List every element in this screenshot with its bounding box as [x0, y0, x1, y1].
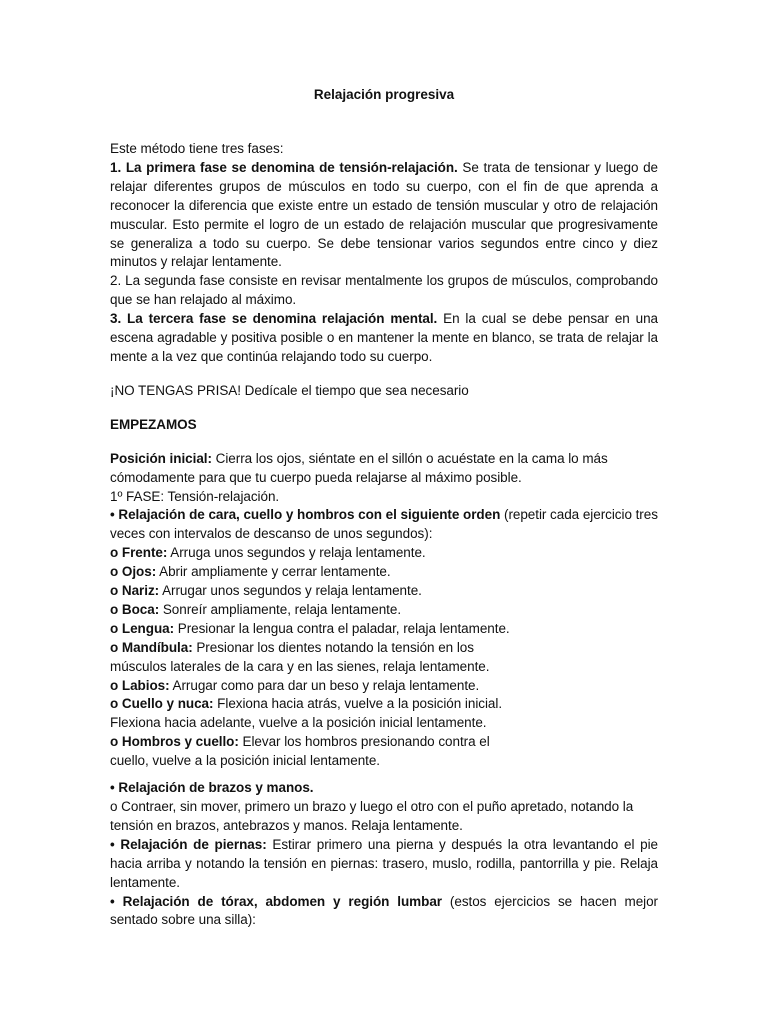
phase3-paragraph — [110, 310, 658, 367]
hombros-line1: Elevar los hombros presionando contra el — [238, 734, 490, 750]
face-item-text: Presionar la lengua contra el paladar, relaja lentamente. — [174, 620, 510, 636]
labios-item — [110, 677, 658, 696]
face-item — [110, 620, 658, 639]
document-body — [110, 140, 658, 930]
hombros-label: o Hombros y cuello: — [110, 734, 239, 750]
face-item-text: Arruga unos segundos y relaja lentamente. — [167, 545, 426, 561]
face-item — [110, 582, 658, 601]
face-item-text: Sonreír ampliamente, relaja lentamente. — [159, 601, 402, 617]
mandibula-item — [110, 639, 658, 658]
face-item — [110, 601, 658, 620]
no-hurry-note: ¡NO TENGAS PRISA! Dedícale el tiempo que sea necesario — [110, 382, 469, 398]
initial-position-paragraph — [110, 450, 658, 488]
hombros-line2: cuello, vuelve a la posición inicial lentamente. — [110, 753, 381, 769]
phase-heading: 1º FASE: Tensión-relajación. — [110, 488, 280, 504]
face-item-label: o Ojos: — [110, 564, 157, 580]
cuello-label: o Cuello y nuca: — [110, 696, 214, 712]
phase1-text: Se trata de tensionar y luego de relajar diferentes grupos de músculos en todo su cuerpo, con el fin de que aprenda a reconocer la diferencia que existe entre un estado de tensión muscular y otro de relajación muscular. Esto permite el logro de un estado de relajación muscular que progresivamente se generaliza a todo su cuerpo. Se debe tensionar varios segundos entre cinco y diez minutos y relajar lentamente. — [110, 159, 659, 270]
mandibula-label: o Mandíbula: — [110, 639, 193, 655]
arms-heading: • Relajación de brazos y manos. — [110, 780, 314, 796]
face-section-text: (repetir cada ejercicio tres veces con intervalos de descanso de unos segundos): — [110, 507, 658, 542]
torso-paragraph — [110, 893, 658, 931]
face-item-label: o Boca: — [110, 601, 160, 617]
labios-label: o Labios: — [110, 677, 170, 693]
cuello-item — [110, 695, 658, 714]
legs-heading: • Relajación de piernas: — [110, 836, 267, 852]
face-item-label: o Frente: — [110, 545, 168, 561]
face-section-paragraph — [110, 506, 658, 544]
phase3-heading: 3. La tercera fase se denomina relajación mental. — [110, 311, 438, 327]
face-item — [110, 563, 658, 582]
phase3-text: En la cual se debe pensar en una escena agradable y positiva posible o en mantener la mente en blanco, se trata de relajar la mente a la vez que continúa relajando todo su cuerpo. — [110, 311, 658, 364]
document-title: Relajación progresiva — [313, 87, 455, 102]
legs-text: Estirar primero una pierna y después la otra levantando el pie hacia arriba y notando la tensión en piernas: trasero, muslo, rodilla, pantorrilla y pie. Relaja lentamente. — [110, 836, 658, 890]
torso-heading: • Relajación de tórax, abdomen y región lumbar — [110, 893, 442, 909]
mandibula-line1: Presionar los dientes notando la tensión en los — [192, 639, 474, 655]
intro-lead: Este método tiene tres fases: — [110, 141, 284, 156]
cuello-line1: Flexiona hacia atrás, vuelve a la posición inicial. — [213, 696, 503, 712]
legs-paragraph — [110, 836, 658, 893]
cuello-line2: Flexiona hacia adelante, vuelve a la posición inicial lentamente. — [110, 715, 487, 731]
face-section-heading: • Relajación de cara, cuello y hombros con el siguiente orden — [110, 507, 501, 523]
start-heading: EMPEZAMOS — [110, 416, 197, 432]
mandibula-line2: músculos laterales de la cara y en las sienes, relaja lentamente. — [110, 658, 490, 674]
face-item — [110, 544, 658, 563]
phase1-heading: 1. La primera fase se denomina de tensión-relajación. — [110, 159, 458, 175]
labios-text: Arrugar como para dar un beso y relaja lentamente. — [169, 677, 480, 693]
hombros-item — [110, 733, 658, 752]
torso-text: (estos ejercicios se hacen mejor sentado sobre una silla): — [110, 893, 658, 928]
face-item-label: o Nariz: — [110, 583, 160, 599]
face-item-label: o Lengua: — [110, 620, 175, 636]
face-item-text: Abrir ampliamente y cerrar lentamente. — [156, 564, 391, 580]
initial-position-label: Posición inicial: — [110, 450, 212, 466]
face-item-text: Arrugar unos segundos y relaja lentamente. — [159, 583, 422, 599]
initial-position-text: Cierra los ojos, siéntate en el sillón o acuéstate en la cama lo más cómodamente para que tu cuerpo pueda relajarse al máximo posible. — [110, 450, 608, 485]
phase1-paragraph — [110, 159, 658, 272]
phase2-paragraph: 2. La segunda fase consiste en revisar mentalmente los grupos de músculos, comprobando que se han relajado al máximo. — [110, 273, 658, 308]
arms-text: o Contraer, sin mover, primero un brazo y luego el otro con el puño apretado, notando la tensión en brazos, antebrazos y manos. Relaja lentamente. — [110, 799, 634, 833]
